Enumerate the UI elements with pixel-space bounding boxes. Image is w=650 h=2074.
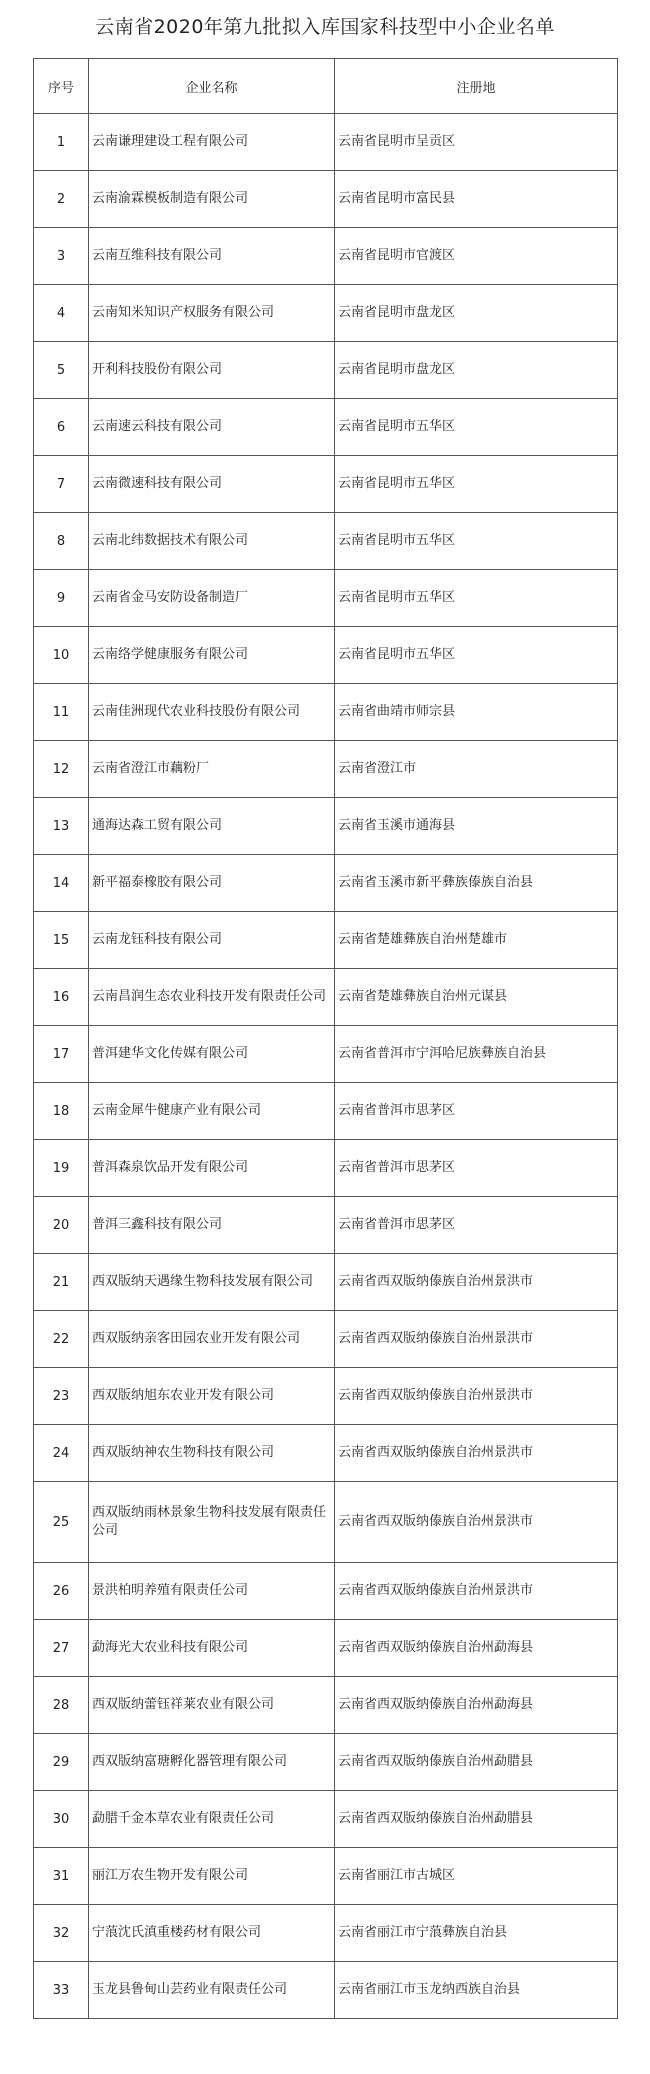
row-registered-location: 云南省丽江市玉龙纳西族自治县 xyxy=(335,1962,618,2019)
row-company-name: 云南省金马安防设备制造厂 xyxy=(89,570,335,627)
row-registered-location: 云南省澄江市 xyxy=(335,741,618,798)
row-serial-number: 30 xyxy=(34,1791,89,1848)
row-registered-location: 云南省普洱市思茅区 xyxy=(335,1140,618,1197)
row-company-name: 云南北纬数据技术有限公司 xyxy=(89,513,335,570)
row-registered-location: 云南省昆明市盘龙区 xyxy=(335,342,618,399)
row-company-name: 新平福泰橡胶有限公司 xyxy=(89,855,335,912)
row-serial-number: 17 xyxy=(34,1026,89,1083)
row-registered-location: 云南省昆明市盘龙区 xyxy=(335,285,618,342)
table-row xyxy=(34,1254,618,1311)
row-serial-number: 29 xyxy=(34,1734,89,1791)
row-serial-number: 8 xyxy=(34,513,89,570)
table-row xyxy=(34,456,618,513)
row-company-name: 景洪柏明养殖有限责任公司 xyxy=(89,1563,335,1620)
row-company-name: 勐腊千金本草农业有限责任公司 xyxy=(89,1791,335,1848)
row-registered-location: 云南省昆明市五华区 xyxy=(335,570,618,627)
row-company-name: 丽江万农生物开发有限公司 xyxy=(89,1848,335,1905)
row-company-name: 普洱建华文化传媒有限公司 xyxy=(89,1026,335,1083)
row-registered-location: 云南省西双版纳傣族自治州景洪市 xyxy=(335,1254,618,1311)
document-title: 云南省2020年第九批拟入库国家科技型中小企业名单 xyxy=(95,16,555,38)
row-company-name: 云南昌润生态农业科技开发有限责任公司 xyxy=(89,969,335,1026)
row-company-name: 云南络学健康服务有限公司 xyxy=(89,627,335,684)
table-row xyxy=(34,1791,618,1848)
row-serial-number: 12 xyxy=(34,741,89,798)
row-registered-location: 云南省普洱市思茅区 xyxy=(335,1197,618,1254)
table-row xyxy=(34,342,618,399)
row-serial-number: 6 xyxy=(34,399,89,456)
row-company-name: 西双版纳蕾钰祥莱农业有限公司 xyxy=(89,1677,335,1734)
row-registered-location: 云南省普洱市思茅区 xyxy=(335,1083,618,1140)
row-registered-location: 云南省西双版纳傣族自治州勐海县 xyxy=(335,1620,618,1677)
row-company-name: 玉龙县鲁甸山芸药业有限责任公司 xyxy=(89,1962,335,2019)
row-company-name: 云南谦理建设工程有限公司 xyxy=(89,114,335,171)
row-company-name: 通海达森工贸有限公司 xyxy=(89,798,335,855)
table-row xyxy=(34,798,618,855)
row-company-name: 宁蒗沈氏滇重楼药材有限公司 xyxy=(89,1905,335,1962)
table-row xyxy=(34,969,618,1026)
row-serial-number: 13 xyxy=(34,798,89,855)
table-row xyxy=(34,285,618,342)
row-company-name: 勐海光大农业科技有限公司 xyxy=(89,1620,335,1677)
row-company-name: 西双版纳雨林景象生物科技发展有限责任公司 xyxy=(89,1482,335,1563)
row-serial-number: 20 xyxy=(34,1197,89,1254)
row-serial-number: 31 xyxy=(34,1848,89,1905)
row-serial-number: 11 xyxy=(34,684,89,741)
table-row xyxy=(34,1311,618,1368)
row-registered-location: 云南省曲靖市师宗县 xyxy=(335,684,618,741)
table-row xyxy=(34,1368,618,1425)
row-serial-number: 32 xyxy=(34,1905,89,1962)
row-company-name: 西双版纳旭东农业开发有限公司 xyxy=(89,1368,335,1425)
row-serial-number: 3 xyxy=(34,228,89,285)
row-company-name: 云南龙钰科技有限公司 xyxy=(89,912,335,969)
table-row xyxy=(34,228,618,285)
row-registered-location: 云南省西双版纳傣族自治州景洪市 xyxy=(335,1482,618,1563)
row-serial-number: 16 xyxy=(34,969,89,1026)
row-registered-location: 云南省昆明市五华区 xyxy=(335,513,618,570)
row-company-name: 西双版纳神农生物科技有限公司 xyxy=(89,1425,335,1482)
row-registered-location: 云南省丽江市古城区 xyxy=(335,1848,618,1905)
row-registered-location: 云南省昆明市呈贡区 xyxy=(335,114,618,171)
row-company-name: 云南佳洲现代农业科技股份有限公司 xyxy=(89,684,335,741)
row-serial-number: 5 xyxy=(34,342,89,399)
table-row xyxy=(34,1140,618,1197)
row-registered-location: 云南省西双版纳傣族自治州景洪市 xyxy=(335,1311,618,1368)
row-registered-location: 云南省西双版纳傣族自治州勐腊县 xyxy=(335,1734,618,1791)
table-row xyxy=(34,1905,618,1962)
row-company-name: 云南金犀牛健康产业有限公司 xyxy=(89,1083,335,1140)
table-row xyxy=(34,399,618,456)
table-row xyxy=(34,684,618,741)
row-company-name: 西双版纳富瑭孵化器管理有限公司 xyxy=(89,1734,335,1791)
row-registered-location: 云南省昆明市五华区 xyxy=(335,456,618,513)
row-registered-location: 云南省昆明市富民县 xyxy=(335,171,618,228)
header-registered-location: 注册地 xyxy=(335,59,618,114)
row-company-name: 西双版纳亲客田园农业开发有限公司 xyxy=(89,1311,335,1368)
row-company-name: 开利科技股份有限公司 xyxy=(89,342,335,399)
table-row xyxy=(34,1962,618,2019)
table-row xyxy=(34,855,618,912)
row-registered-location: 云南省楚雄彝族自治州元谋县 xyxy=(335,969,618,1026)
table-row xyxy=(34,171,618,228)
row-registered-location: 云南省丽江市宁蒗彝族自治县 xyxy=(335,1905,618,1962)
table-row xyxy=(34,1620,618,1677)
row-serial-number: 19 xyxy=(34,1140,89,1197)
row-serial-number: 28 xyxy=(34,1677,89,1734)
row-registered-location: 云南省西双版纳傣族自治州景洪市 xyxy=(335,1425,618,1482)
row-company-name: 云南速云科技有限公司 xyxy=(89,399,335,456)
row-company-name: 云南知米知识产权服务有限公司 xyxy=(89,285,335,342)
row-company-name: 西双版纳天遇缘生物科技发展有限公司 xyxy=(89,1254,335,1311)
row-company-name: 普洱三鑫科技有限公司 xyxy=(89,1197,335,1254)
row-serial-number: 4 xyxy=(34,285,89,342)
row-serial-number: 26 xyxy=(34,1563,89,1620)
row-serial-number: 9 xyxy=(34,570,89,627)
row-company-name: 普洱森泉饮品开发有限公司 xyxy=(89,1140,335,1197)
row-serial-number: 24 xyxy=(34,1425,89,1482)
row-company-name: 云南渝霖模板制造有限公司 xyxy=(89,171,335,228)
row-serial-number: 21 xyxy=(34,1254,89,1311)
row-serial-number: 23 xyxy=(34,1368,89,1425)
row-registered-location: 云南省昆明市官渡区 xyxy=(335,228,618,285)
header-serial-number: 序号 xyxy=(34,59,89,114)
row-registered-location: 云南省西双版纳傣族自治州景洪市 xyxy=(335,1563,618,1620)
header-company-name: 企业名称 xyxy=(89,59,335,114)
row-registered-location: 云南省玉溪市新平彝族傣族自治县 xyxy=(335,855,618,912)
table-row xyxy=(34,1425,618,1482)
row-registered-location: 云南省普洱市宁洱哈尼族彝族自治县 xyxy=(335,1026,618,1083)
table-row xyxy=(34,1848,618,1905)
row-registered-location: 云南省昆明市五华区 xyxy=(335,627,618,684)
company-list-table xyxy=(33,58,618,2019)
table-row xyxy=(34,741,618,798)
row-company-name: 云南省澄江市藕粉厂 xyxy=(89,741,335,798)
row-serial-number: 10 xyxy=(34,627,89,684)
row-serial-number: 25 xyxy=(34,1482,89,1563)
table-row xyxy=(34,1026,618,1083)
table-row xyxy=(34,912,618,969)
row-registered-location: 云南省楚雄彝族自治州楚雄市 xyxy=(335,912,618,969)
row-registered-location: 云南省玉溪市通海县 xyxy=(335,798,618,855)
row-registered-location: 云南省昆明市五华区 xyxy=(335,399,618,456)
table-row xyxy=(34,627,618,684)
row-serial-number: 15 xyxy=(34,912,89,969)
row-company-name: 云南互维科技有限公司 xyxy=(89,228,335,285)
row-serial-number: 7 xyxy=(34,456,89,513)
row-serial-number: 27 xyxy=(34,1620,89,1677)
table-row xyxy=(34,513,618,570)
table-row xyxy=(34,1197,618,1254)
table-row xyxy=(34,1083,618,1140)
row-serial-number: 2 xyxy=(34,171,89,228)
table-row xyxy=(34,570,618,627)
table-row xyxy=(34,1563,618,1620)
table-row xyxy=(34,114,618,171)
table-row xyxy=(34,1677,618,1734)
row-serial-number: 14 xyxy=(34,855,89,912)
row-serial-number: 1 xyxy=(34,114,89,171)
row-serial-number: 22 xyxy=(34,1311,89,1368)
row-registered-location: 云南省西双版纳傣族自治州景洪市 xyxy=(335,1368,618,1425)
table-row xyxy=(34,1482,618,1563)
row-company-name: 云南微速科技有限公司 xyxy=(89,456,335,513)
table-header-row xyxy=(34,59,618,114)
row-registered-location: 云南省西双版纳傣族自治州勐海县 xyxy=(335,1677,618,1734)
row-serial-number: 33 xyxy=(34,1962,89,2019)
table-row xyxy=(34,1734,618,1791)
row-registered-location: 云南省西双版纳傣族自治州勐腊县 xyxy=(335,1791,618,1848)
row-serial-number: 18 xyxy=(34,1083,89,1140)
